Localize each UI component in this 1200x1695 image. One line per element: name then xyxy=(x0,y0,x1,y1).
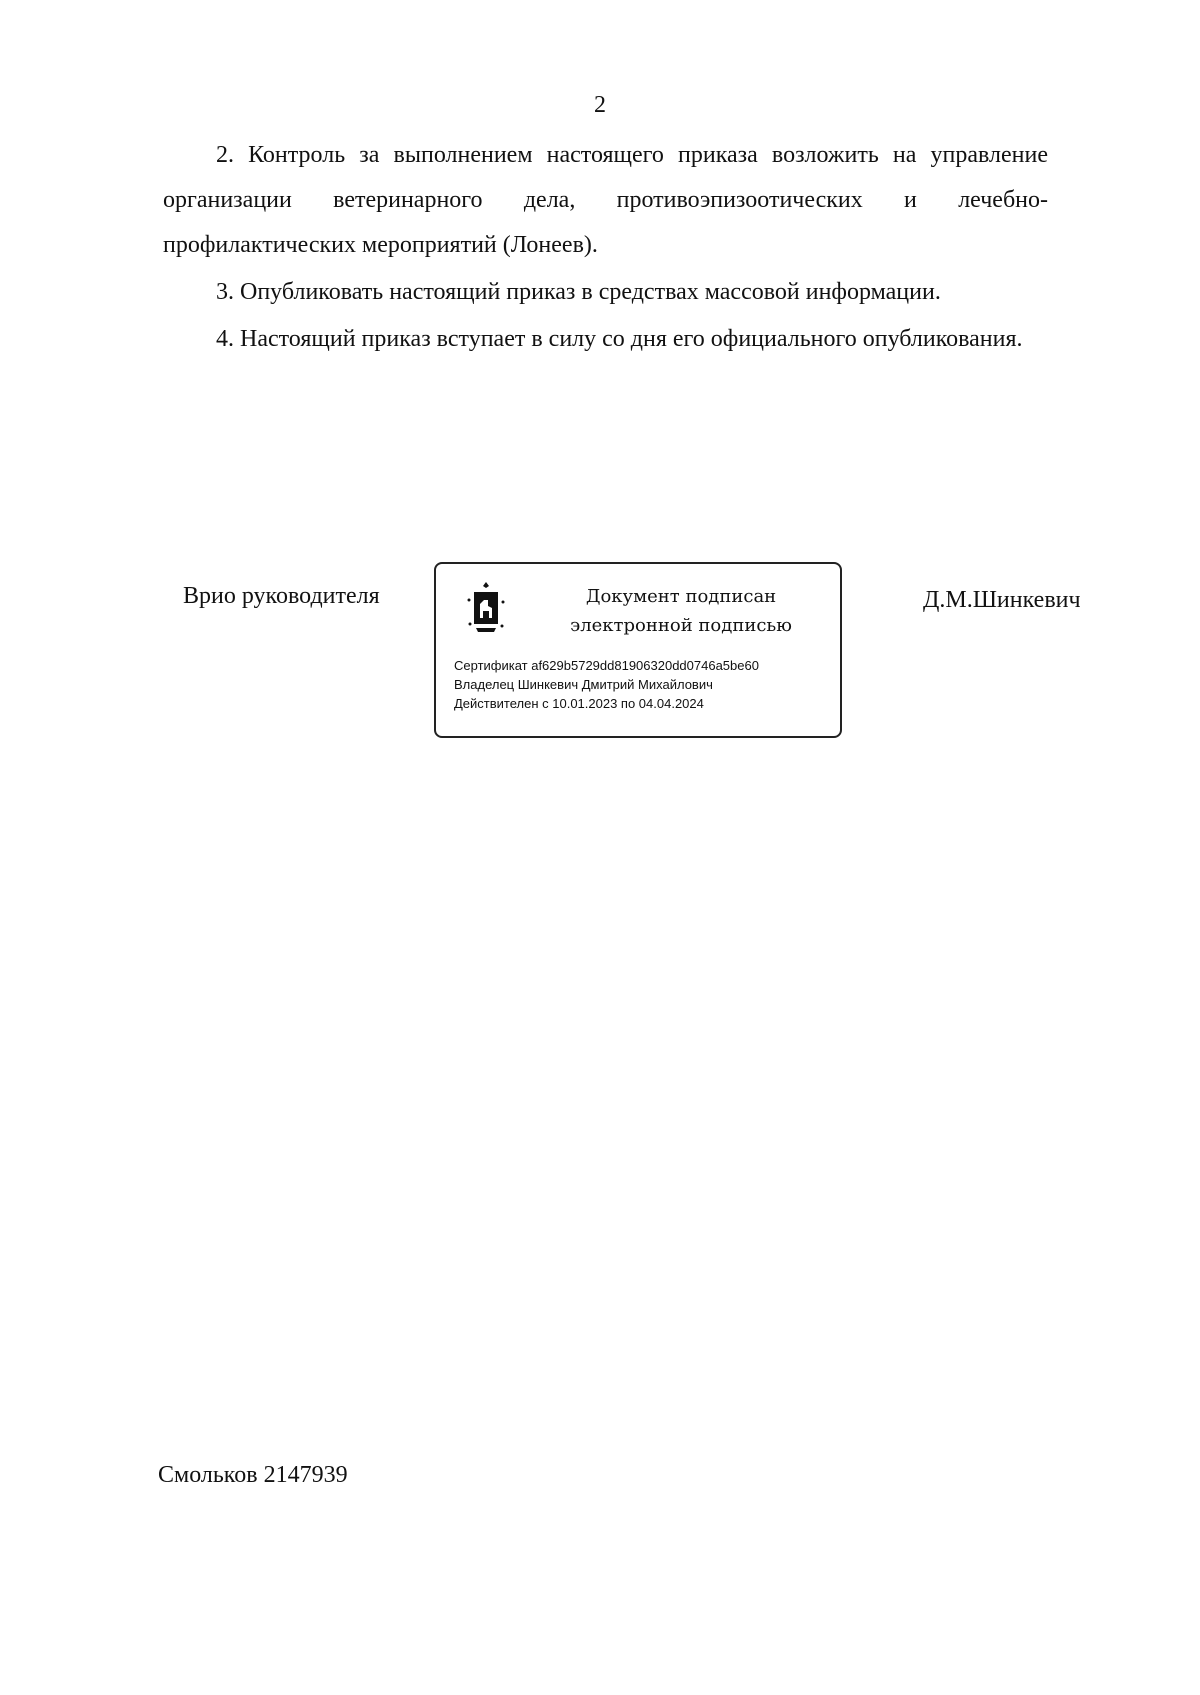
certificate-owner: Владелец Шинкевич Дмитрий Михайлович xyxy=(454,677,713,692)
paragraph-2: 2. Контроль за выполнением настоящего приказа возложить на управление организации ветеринарного дела, противоэпизоотических и лечебно-профилактических мероприятий (Лонеев). xyxy=(163,142,1048,258)
executor-footer: Смольков 2147939 xyxy=(158,1462,348,1488)
certificate-number: Сертификат af629b5729dd81906320dd0746a5be60 xyxy=(454,658,759,673)
signer-role: Врио руководителя xyxy=(183,583,380,609)
stamp-title-line1: Документ подписан xyxy=(585,586,777,607)
signer-name: Д.М.Шинкевич xyxy=(923,587,1081,613)
coat-of-arms-icon xyxy=(464,580,508,636)
page-number: 2 xyxy=(594,92,606,118)
electronic-signature-stamp xyxy=(434,562,842,738)
certificate-validity: Действителен с 10.01.2023 по 04.04.2024 xyxy=(454,696,704,711)
document-body xyxy=(163,133,1048,364)
stamp-title-line2: электронной подписью xyxy=(570,615,792,636)
paragraph-3: 3. Опубликовать настоящий приказ в средствах массовой информации. xyxy=(216,279,941,305)
paragraph-4: 4. Настоящий приказ вступает в силу со дня его официального опубликования. xyxy=(216,326,1023,352)
